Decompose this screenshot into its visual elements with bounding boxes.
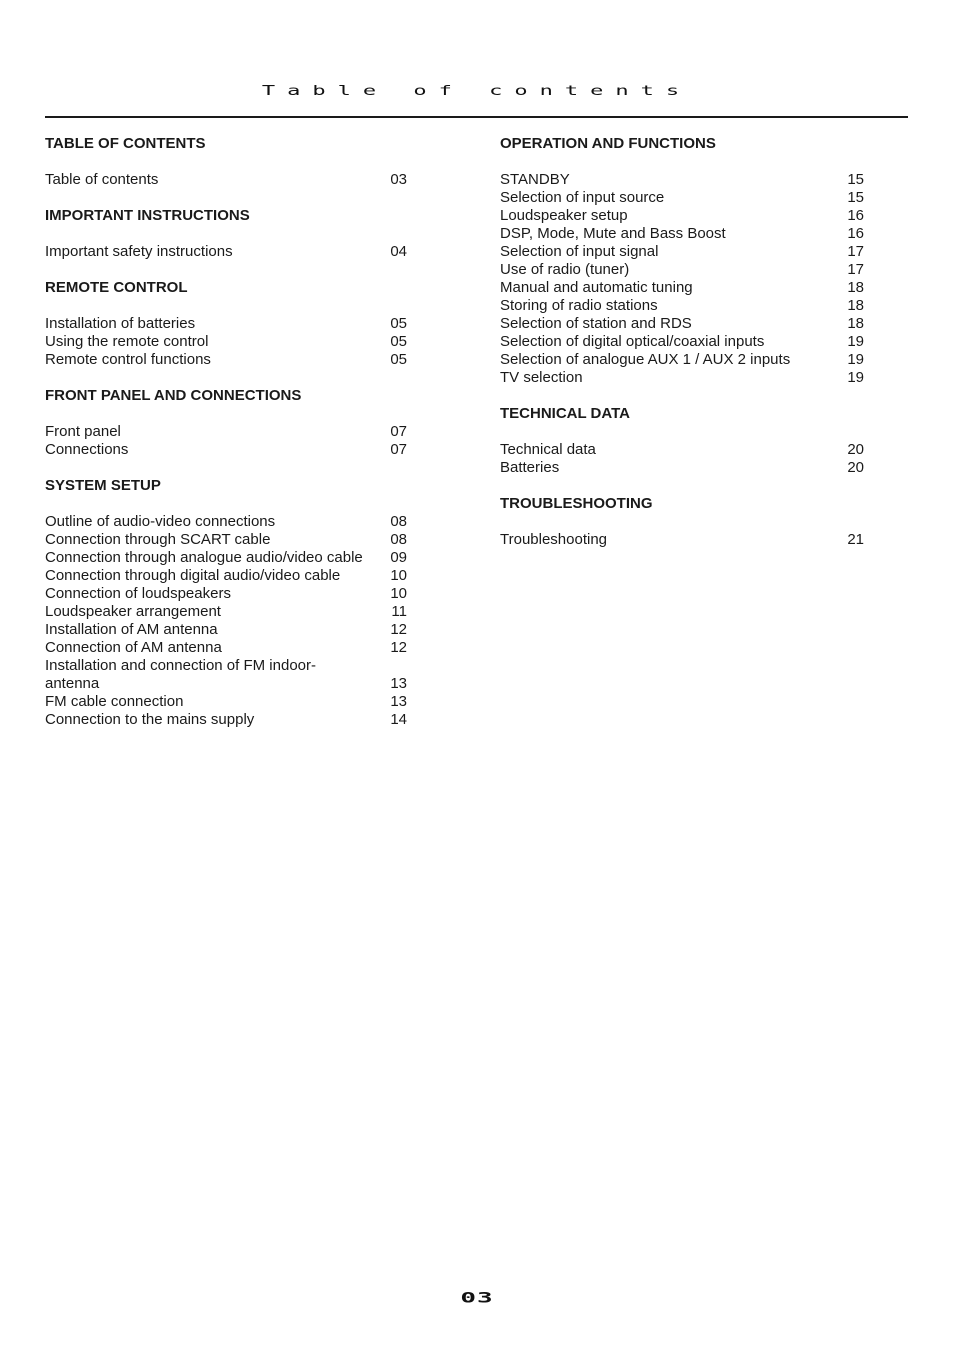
entry-page-number: 15 <box>847 171 864 188</box>
entry-label: Connection to the mains supply <box>45 711 255 728</box>
entry-label: Outline of audio-video connections <box>45 513 276 530</box>
entry-label: Connection through SCART cable <box>45 531 271 548</box>
entry-label: Using the remote control <box>45 333 209 350</box>
section-heading: OPERATION AND FUNCTIONS <box>500 135 716 152</box>
toc-entry[interactable] <box>45 513 407 531</box>
section-heading: SYSTEM SETUP <box>45 477 161 494</box>
toc-entry[interactable] <box>500 171 864 189</box>
toc-entry[interactable] <box>45 441 407 459</box>
toc-entry[interactable] <box>45 171 407 189</box>
section-heading: TROUBLESHOOTING <box>500 495 653 512</box>
toc-entry[interactable] <box>500 369 864 387</box>
entry-label: TV selection <box>500 369 583 386</box>
toc-entry[interactable] <box>45 657 407 693</box>
entry-page-number: 19 <box>847 369 864 386</box>
entry-page-number: 21 <box>847 531 864 548</box>
toc-entry[interactable] <box>500 189 864 207</box>
entry-label: Installation of AM antenna <box>45 621 218 638</box>
entry-page-number: 18 <box>847 279 864 296</box>
toc-entry[interactable] <box>500 207 864 225</box>
entry-label: Important safety instructions <box>45 243 233 260</box>
entry-page-number: 13 <box>390 693 407 710</box>
section-heading: REMOTE CONTROL <box>45 279 188 296</box>
toc-section <box>500 495 864 549</box>
entry-page-number: 19 <box>847 351 864 368</box>
entry-page-number: 07 <box>390 441 407 458</box>
toc-entry[interactable] <box>500 351 864 369</box>
toc-entry[interactable] <box>500 243 864 261</box>
toc-entry[interactable] <box>45 585 407 603</box>
entry-page-number: 05 <box>390 315 407 332</box>
toc-entry[interactable] <box>45 333 407 351</box>
entry-label: Installation of batteries <box>45 315 196 332</box>
toc-entry[interactable] <box>45 549 407 567</box>
section-heading: TABLE OF CONTENTS <box>45 135 206 152</box>
entry-label: Front panel <box>45 423 121 440</box>
entry-page-number: 03 <box>390 171 407 188</box>
toc-section <box>500 405 864 477</box>
entry-page-number: 20 <box>847 441 864 458</box>
entry-label: Connection of loudspeakers <box>45 585 231 602</box>
entry-page-number: 04 <box>390 243 407 260</box>
entry-page-number: 05 <box>390 351 407 368</box>
entry-page-number: 11 <box>391 603 407 620</box>
toc-entry[interactable] <box>500 333 864 351</box>
entry-label: Table of contents <box>45 171 159 188</box>
entry-page-number: 10 <box>390 567 407 584</box>
entry-page-number: 19 <box>847 333 864 350</box>
entry-page-number: 20 <box>847 459 864 476</box>
toc-section <box>500 135 864 387</box>
toc-section <box>45 279 407 369</box>
toc-section <box>45 207 407 261</box>
entry-page-number: 16 <box>847 207 864 224</box>
entry-label: Selection of input signal <box>500 243 659 260</box>
toc-entry[interactable] <box>45 639 407 657</box>
entry-page-number: 15 <box>847 189 864 206</box>
entry-label: Batteries <box>500 459 560 476</box>
entry-label: Manual and automatic tuning <box>500 279 693 296</box>
entry-label: Loudspeaker setup <box>500 207 628 224</box>
entry-page-number: 14 <box>390 711 407 728</box>
toc-entry[interactable] <box>500 279 864 297</box>
toc-section <box>45 477 407 729</box>
entry-page-number: 16 <box>847 225 864 242</box>
entry-label: Technical data <box>500 441 596 458</box>
toc-entry[interactable] <box>45 315 407 333</box>
entry-page-number: 08 <box>390 531 407 548</box>
entry-label: Troubleshooting <box>500 531 608 548</box>
page-header <box>45 80 908 118</box>
entry-label: Installation and connection of FM indoor- antenna <box>45 657 316 692</box>
entry-label: DSP, Mode, Mute and Bass Boost <box>500 225 726 242</box>
toc-entry[interactable] <box>45 711 407 729</box>
toc-entry[interactable] <box>500 261 864 279</box>
toc-entry[interactable] <box>500 531 864 549</box>
section-heading: FRONT PANEL AND CONNECTIONS <box>45 387 302 404</box>
entry-page-number: 18 <box>847 315 864 332</box>
page-title: Table of contents <box>261 83 692 99</box>
entry-page-number: 13 <box>390 675 407 692</box>
toc-entry[interactable] <box>500 297 864 315</box>
toc-entry[interactable] <box>500 225 864 243</box>
entry-page-number: 05 <box>390 333 407 350</box>
toc-entry[interactable] <box>45 621 407 639</box>
entry-label: Loudspeaker arrangement <box>45 603 221 620</box>
toc-entry[interactable] <box>45 567 407 585</box>
toc-entry[interactable] <box>45 531 407 549</box>
entry-label: Remote control functions <box>45 351 211 368</box>
toc-entry[interactable] <box>45 243 407 261</box>
toc-entry[interactable] <box>500 315 864 333</box>
entry-label: Connection of AM antenna <box>45 639 222 656</box>
entry-page-number: 10 <box>390 585 407 602</box>
page-number: 03 <box>460 1290 494 1307</box>
toc-entry[interactable] <box>45 423 407 441</box>
entry-page-number: 17 <box>847 261 864 278</box>
entry-label: STANDBY <box>500 171 570 188</box>
entry-label: Connection through analogue audio/video cable <box>45 549 363 566</box>
entry-label: FM cable connection <box>45 693 184 710</box>
entry-page-number: 12 <box>390 621 407 638</box>
section-heading: IMPORTANT INSTRUCTIONS <box>45 207 250 224</box>
entry-label: Storing of radio stations <box>500 297 658 314</box>
entry-label: Selection of analogue AUX 1 / AUX 2 inputs <box>500 351 791 368</box>
toc-entry[interactable] <box>500 459 864 477</box>
entry-page-number: 08 <box>390 513 407 530</box>
entry-page-number: 09 <box>390 549 407 566</box>
entry-page-number: 07 <box>390 423 407 440</box>
entry-page-number: 17 <box>847 243 864 260</box>
toc-column-left <box>45 135 407 747</box>
entry-label: Selection of input source <box>500 189 665 206</box>
entry-label: Connections <box>45 441 129 458</box>
toc-entry[interactable] <box>45 351 407 369</box>
toc-column-right <box>500 135 864 567</box>
entry-page-number: 18 <box>847 297 864 314</box>
section-heading: TECHNICAL DATA <box>500 405 630 422</box>
toc-section <box>45 135 407 189</box>
entry-label: Selection of digital optical/coaxial inputs <box>500 333 765 350</box>
entry-label: Connection through digital audio/video cable <box>45 567 341 584</box>
toc-section <box>45 387 407 459</box>
toc-entry[interactable] <box>45 603 407 621</box>
toc-entry[interactable] <box>500 441 864 459</box>
toc-entry[interactable] <box>45 693 407 711</box>
entry-label: Use of radio (tuner) <box>500 261 630 278</box>
entry-label: Selection of station and RDS <box>500 315 692 332</box>
entry-page-number: 12 <box>390 639 407 656</box>
